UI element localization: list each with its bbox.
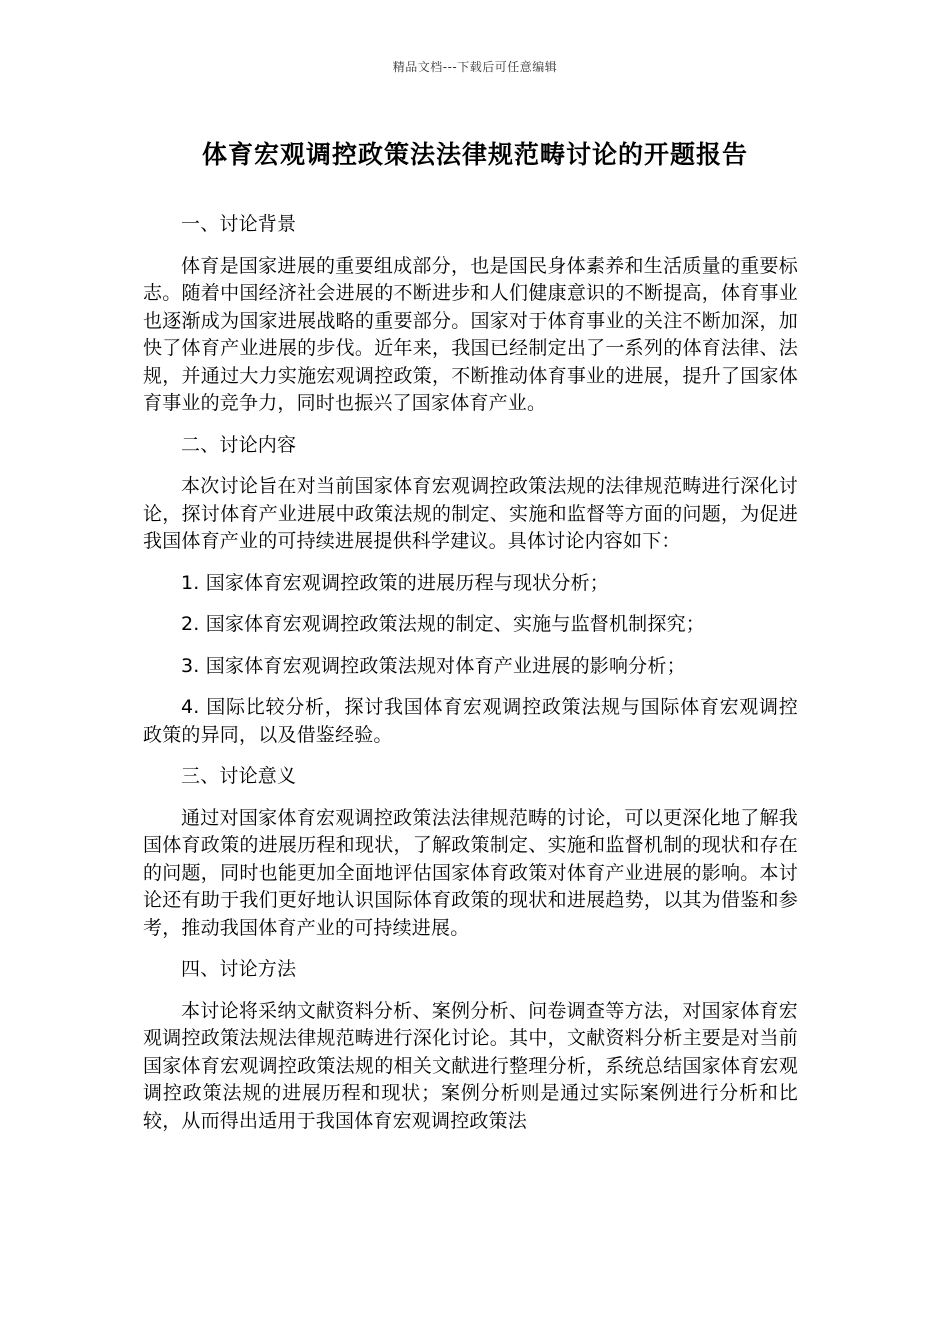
section-heading-background: 一、讨论背景: [181, 213, 297, 235]
section-heading-method: 四、讨论方法: [181, 958, 297, 980]
paragraph: 体育是国家进展的重要组成部分，也是国民身体素养和生活质量的重要标志。随着中国经济社会进展的不断进步和人们健康意识的不断提高，体育事业也逐渐成为国家进展战略的重要部分。国家对于体育事业的关注不断加深，加快了体育产业进展的步伐。近年来，我国已经制定出了一系列的体育法律、法规，并通过大力实施宏观调控政策，不断推动体育事业的进展，提升了国家体育事业的竞争力，同时也振兴了国家体育产业。: [143, 254, 798, 414]
list-item: 1. 国家体育宏观调控政策的进展历程与现状分析；: [181, 571, 609, 594]
section-heading-significance: 三、讨论意义: [181, 765, 297, 787]
paragraph: 本次讨论旨在对当前国家体育宏观调控政策法规的法律规范畴进行深化讨论，探讨体育产业进展中政策法规的制定、实施和监督等方面的问题，为促进我国体育产业的可持续进展提供科学建议。具体讨论内容如下：: [143, 475, 798, 552]
list-item: 4. 国际比较分析，探讨我国体育宏观调控政策法规与国际体育宏观调控政策的异同，以及借鉴经验。: [143, 696, 798, 746]
document-title: 体育宏观调控政策法法律规范畴讨论的开题报告: [201, 140, 748, 169]
document-body: [143, 211, 798, 1149]
paragraph: 本讨论将采纳文献资料分析、案例分析、问卷调查等方法，对国家体育宏观调控政策法规法律规范畴进行深化讨论。其中，文献资料分析主要是对当前国家体育宏观调控政策法规的相关文献进行整理分析，系统总结国家体育宏观调控政策法规的进展历程和现状；案例分析则是通过实际案例进行分析和比较，从而得出适用于我国体育宏观调控政策法: [143, 999, 798, 1132]
list-item: 2. 国家体育宏观调控政策法规的制定、实施与监督机制探究；: [181, 613, 705, 635]
list-item: 3. 国家体育宏观调控政策法规对体育产业进展的影响分析；: [181, 654, 686, 677]
section-heading-content: 二、讨论内容: [181, 433, 297, 456]
paragraph: 通过对国家体育宏观调控政策法法律规范畴的讨论，可以更深化地了解我国体育政策的进展历程和现状，了解政策制定、实施和监督机制的现状和存在的问题，同时也能更加全面地评估国家体育政策对体育产业进展的影响。本讨论还有助于我们更好地认识国际体育政策的现状和进展趋势，以其为借鉴和参考，推动我国体育产业的可持续进展。: [143, 806, 798, 939]
page-header-note: 精品文档---下载后可任意编辑: [392, 60, 558, 74]
